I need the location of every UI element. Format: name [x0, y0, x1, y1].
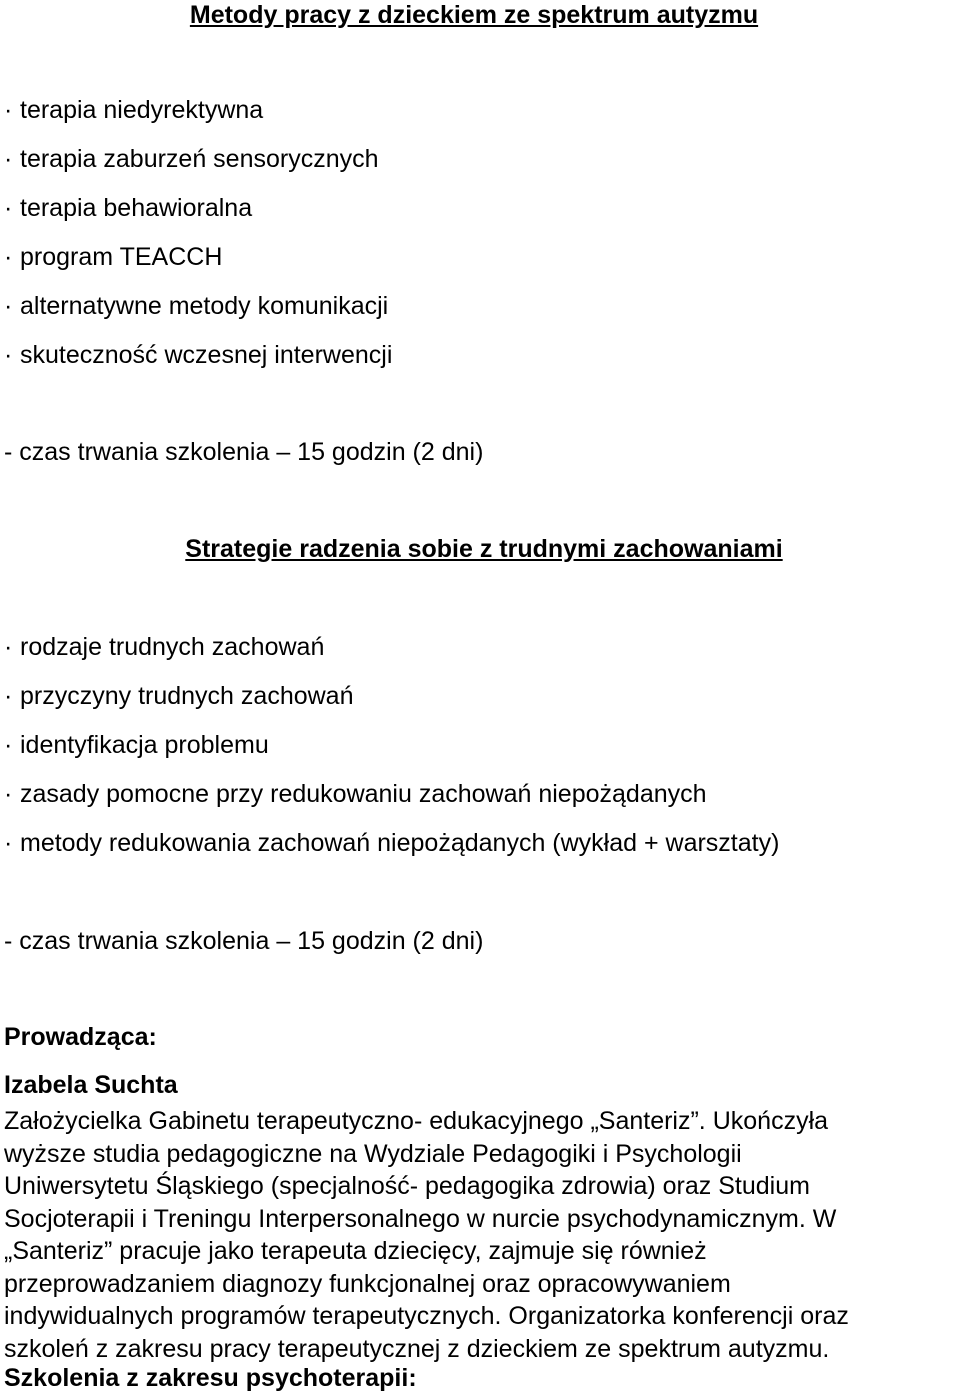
bio-line: przeprowadzaniem diagnozy funkcjonalnej oraz opracowywaniem	[4, 1269, 731, 1298]
bullet-icon: ·	[4, 194, 13, 222]
list-item	[4, 331, 392, 380]
list-item-text: terapia niedyrektywna	[20, 96, 264, 124]
section-title-autism-methods: Metody pracy z dzieckiem ze spektrum autyzmu	[189, 1, 759, 29]
list-item	[4, 86, 392, 135]
list-item	[4, 233, 392, 282]
list-item	[4, 623, 779, 672]
strategies-list	[4, 623, 779, 868]
list-item-text: rodzaje trudnych zachowań	[20, 633, 325, 661]
list-item-text: alternatywne metody komunikacji	[20, 292, 389, 320]
list-item-text: program TEACCH	[20, 243, 223, 271]
list-item	[4, 282, 392, 331]
bullet-icon: ·	[4, 292, 13, 320]
list-item	[4, 184, 392, 233]
bullet-icon: ·	[4, 633, 13, 661]
bio-line: szkoleń z zakresu pracy terapeutycznej z dzieckiem ze spektrum autyzmu.	[4, 1334, 830, 1363]
bio-line: Założycielka Gabinetu terapeutyczno- edukacyjnego „Santeriz”. Ukończyła	[4, 1107, 829, 1135]
list-item	[4, 770, 779, 819]
bullet-icon: ·	[4, 243, 13, 271]
list-item-text: zasady pomocne przy redukowaniu zachowań niepożądanych	[20, 780, 707, 808]
list-item-text: metody redukowania zachowań niepożądanych (wykład + warsztaty)	[20, 829, 780, 857]
methods-list	[4, 86, 392, 380]
instructor-name: Izabela Suchta	[4, 1071, 178, 1099]
bio-line: „Santeriz” pracuje jako terapeuta dziecięcy, zajmuje się również	[4, 1237, 707, 1265]
instructor-heading: Prowadząca:	[4, 1023, 157, 1051]
list-item-text: skuteczność wczesnej interwencji	[20, 341, 393, 369]
training-duration: - czas trwania szkolenia – 15 godzin (2 dni)	[4, 927, 484, 955]
bio-line: indywidualnych programów terapeutycznych. Organizatorka konferencji oraz	[4, 1302, 849, 1330]
list-item	[4, 135, 392, 184]
bullet-icon: ·	[4, 731, 13, 759]
bullet-icon: ·	[4, 829, 13, 857]
bullet-icon: ·	[4, 341, 13, 369]
bullet-icon: ·	[4, 145, 13, 173]
list-item-text: identyfikacja problemu	[20, 731, 269, 759]
list-item	[4, 721, 779, 770]
bullet-icon: ·	[4, 780, 13, 808]
section-title-difficult-behaviors: Strategie radzenia sobie z trudnymi zachowaniami	[185, 535, 783, 563]
list-item-text: terapia behawioralna	[20, 194, 253, 222]
list-item	[4, 672, 779, 721]
instructor-bio	[4, 1105, 960, 1365]
bullet-icon: ·	[4, 682, 13, 710]
bio-line: Socjoterapii i Treningu Interpersonalnego w nurcie psychodynamicznym. W	[4, 1204, 837, 1233]
bullet-icon: ·	[4, 96, 13, 124]
list-item-text: przyczyny trudnych zachowań	[20, 682, 354, 710]
training-duration: - czas trwania szkolenia – 15 godzin (2 dni)	[4, 438, 484, 466]
bio-line: wyższe studia pedagogiczne na Wydziale Pedagogiki i Psychologii	[4, 1139, 742, 1168]
bio-line: Uniwersytetu Śląskiego (specjalność- pedagogika zdrowia) oraz Studium	[4, 1172, 810, 1200]
list-item-text: terapia zaburzeń sensorycznych	[20, 145, 379, 173]
psychotherapy-trainings-heading: Szkolenia z zakresu psychoterapii:	[4, 1364, 417, 1392]
list-item	[4, 819, 779, 868]
